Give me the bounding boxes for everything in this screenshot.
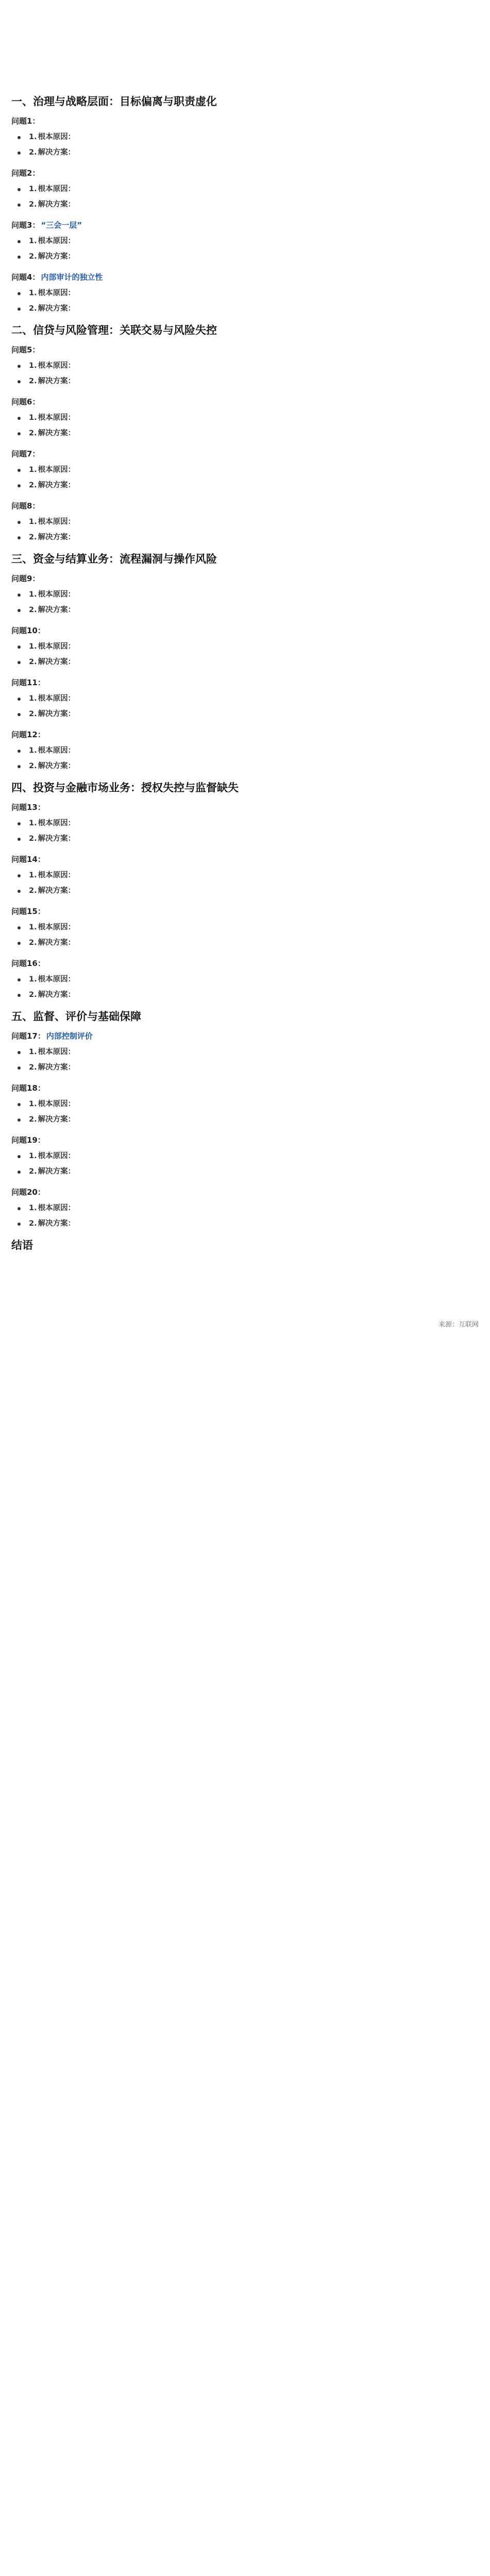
item-number: 1. <box>29 185 37 193</box>
item-label: 解决方案： <box>38 1219 76 1228</box>
conclusion-paragraph <box>11 1257 479 1284</box>
item-number: 1. <box>29 414 37 422</box>
problem-title <box>11 853 479 866</box>
problem-title <box>11 728 479 741</box>
source-note: 来源：互联网 <box>438 1321 479 1329</box>
bullet-dot-icon <box>18 926 21 929</box>
bullet-dot-icon <box>18 240 21 243</box>
analysis-item <box>11 1217 479 1230</box>
bullet-dot-icon <box>18 188 21 191</box>
problem-number: 问题20： <box>11 1188 45 1197</box>
item-number: 1. <box>29 590 37 599</box>
bullet-dot-icon <box>18 256 21 259</box>
item-number: 1. <box>29 642 37 651</box>
problem-number: 问题6： <box>11 397 40 406</box>
item-number: 2. <box>29 148 37 157</box>
analysis-item <box>11 1046 479 1059</box>
problem-number: 问题18： <box>11 1083 45 1093</box>
section-title: 一、治理与战略层面：目标偏离与职责虚化 <box>11 95 217 108</box>
item-number: 2. <box>29 533 37 541</box>
analysis-item <box>11 1098 479 1111</box>
problem-number: 问题1： <box>11 116 40 126</box>
problem-block <box>11 395 479 440</box>
item-label: 解决方案： <box>38 1167 76 1176</box>
bullet-dot-icon <box>18 365 21 368</box>
bullet-dot-icon <box>18 713 21 716</box>
item-number: 1. <box>29 747 37 755</box>
problem-number: 问题19： <box>11 1136 45 1145</box>
problem-block <box>11 728 479 773</box>
analysis-item <box>11 146 479 159</box>
item-label: 解决方案： <box>38 658 76 666</box>
item-label: 根本原因： <box>38 518 76 526</box>
analysis-item <box>11 198 479 211</box>
problem-block <box>11 853 479 897</box>
item-number: 2. <box>29 658 37 666</box>
problem-block <box>11 343 479 388</box>
item-number: 2. <box>29 1167 37 1176</box>
section-title: 二、信贷与风险管理：关联交易与风险失控 <box>11 324 217 336</box>
bullet-dot-icon <box>18 469 21 472</box>
item-number: 2. <box>29 200 37 209</box>
item-number: 2. <box>29 606 37 614</box>
problem-title <box>11 957 479 970</box>
analysis-item <box>11 588 479 601</box>
analysis-item <box>11 427 479 440</box>
bullet-dot-icon <box>18 432 21 435</box>
analysis-item <box>11 375 479 388</box>
item-number: 1. <box>29 1048 37 1056</box>
problem-title <box>11 218 479 232</box>
problem-title <box>11 166 479 180</box>
analysis-item <box>11 531 479 544</box>
item-label: 根本原因： <box>38 590 76 599</box>
analysis-item <box>11 760 479 773</box>
problem-number: 问题16： <box>11 959 45 968</box>
section <box>11 94 479 315</box>
analysis-item <box>11 833 479 845</box>
item-label: 根本原因： <box>38 1048 76 1056</box>
analysis-item <box>11 937 479 950</box>
bullet-dot-icon <box>18 380 21 383</box>
bullet-dot-icon <box>18 1155 21 1158</box>
problem-highlight: 内部审计的独立性 <box>41 273 103 282</box>
item-number: 1. <box>29 819 37 827</box>
analysis-item <box>11 989 479 1002</box>
section-title: 三、资金与结算业务：流程漏洞与操作风险 <box>11 553 217 565</box>
item-number: 1. <box>29 1152 37 1160</box>
item-label: 解决方案： <box>38 304 76 313</box>
bullet-dot-icon <box>18 1066 21 1070</box>
bullet-dot-icon <box>18 1207 21 1210</box>
conclusion-title: 结语 <box>11 1239 33 1251</box>
problem-number: 问题14： <box>11 855 45 864</box>
item-label: 解决方案： <box>38 1063 76 1072</box>
problem-block <box>11 1185 479 1230</box>
problem-block <box>11 1133 479 1178</box>
problem-number: 问题3： <box>11 221 40 230</box>
item-number: 2. <box>29 1115 37 1124</box>
conclusion-paragraphs <box>11 1257 479 1315</box>
problem-title <box>11 1081 479 1095</box>
item-number: 2. <box>29 304 37 313</box>
analysis-item <box>11 921 479 934</box>
item-label: 根本原因： <box>38 1100 76 1108</box>
analysis-item <box>11 817 479 830</box>
problem-title <box>11 1185 479 1199</box>
item-label: 根本原因： <box>38 694 76 703</box>
analysis-item <box>11 869 479 882</box>
problem-block <box>11 676 479 721</box>
item-number: 1. <box>29 518 37 526</box>
bullet-dot-icon <box>18 765 21 768</box>
item-label: 解决方案： <box>38 606 76 614</box>
item-number: 2. <box>29 991 37 999</box>
analysis-item <box>11 692 479 705</box>
item-number: 1. <box>29 237 37 245</box>
bullet-dot-icon <box>18 1223 21 1226</box>
analysis-item <box>11 250 479 263</box>
item-number: 1. <box>29 923 37 931</box>
item-number: 1. <box>29 466 37 474</box>
item-label: 解决方案： <box>38 762 76 770</box>
item-number: 2. <box>29 481 37 489</box>
problem-title <box>11 343 479 357</box>
problem-number: 问题10： <box>11 626 45 635</box>
item-number: 2. <box>29 1063 37 1072</box>
sections-container <box>11 94 479 1230</box>
bullet-dot-icon <box>18 822 21 825</box>
item-label: 根本原因： <box>38 747 76 755</box>
bullet-dot-icon <box>18 292 21 295</box>
analysis-item <box>11 412 479 425</box>
problem-block <box>11 447 479 492</box>
item-label: 解决方案： <box>38 481 76 489</box>
bullet-dot-icon <box>18 994 21 997</box>
problem-title <box>11 801 479 814</box>
conclusion-paragraph <box>11 1288 479 1315</box>
item-number: 2. <box>29 1219 37 1228</box>
bullet-dot-icon <box>18 874 21 877</box>
analysis-item <box>11 708 479 721</box>
bullet-dot-icon <box>18 1118 21 1122</box>
item-label: 解决方案： <box>38 148 76 157</box>
bullet-dot-icon <box>18 204 21 207</box>
bullet-dot-icon <box>18 1103 21 1106</box>
bullet-dot-icon <box>18 417 21 420</box>
bullet-dot-icon <box>18 838 21 841</box>
item-label: 解决方案： <box>38 252 76 261</box>
bullet-dot-icon <box>18 536 21 539</box>
problem-block <box>11 1081 479 1126</box>
item-label: 解决方案： <box>38 533 76 541</box>
item-number: 2. <box>29 252 37 261</box>
problem-block <box>11 905 479 950</box>
problem-title <box>11 395 479 409</box>
item-label: 根本原因： <box>38 1204 76 1212</box>
analysis-item <box>11 744 479 757</box>
item-label: 解决方案： <box>38 835 76 843</box>
analysis-item <box>11 1113 479 1126</box>
analysis-item <box>11 973 479 986</box>
analysis-item <box>11 302 479 315</box>
section <box>11 780 479 1002</box>
bullet-dot-icon <box>18 750 21 753</box>
bullet-dot-icon <box>18 1171 21 1174</box>
item-number: 1. <box>29 694 37 703</box>
bullet-dot-icon <box>18 609 21 612</box>
item-label: 解决方案： <box>38 377 76 385</box>
analysis-item <box>11 656 479 669</box>
bullet-dot-icon <box>18 1051 21 1054</box>
item-number: 1. <box>29 289 37 297</box>
problem-title <box>11 1133 479 1147</box>
item-label: 解决方案： <box>38 991 76 999</box>
item-number: 2. <box>29 710 37 718</box>
item-label: 根本原因： <box>38 289 76 297</box>
analysis-item <box>11 1061 479 1074</box>
section <box>11 1009 479 1230</box>
item-label: 根本原因： <box>38 871 76 879</box>
problem-number: 问题13： <box>11 803 45 812</box>
problem-title <box>11 905 479 918</box>
problem-title <box>11 676 479 689</box>
item-number: 1. <box>29 1100 37 1108</box>
analysis-item <box>11 1165 479 1178</box>
item-label: 根本原因： <box>38 819 76 827</box>
item-label: 解决方案： <box>38 710 76 718</box>
item-number: 1. <box>29 362 37 370</box>
bullet-dot-icon <box>18 308 21 311</box>
problem-number: 问题17： <box>11 1031 45 1041</box>
problem-number: 问题11： <box>11 678 45 687</box>
problem-highlight: “三会一层” <box>41 221 82 230</box>
analysis-item <box>11 1150 479 1163</box>
problem-number: 问题8： <box>11 501 40 511</box>
item-label: 解决方案： <box>38 887 76 895</box>
analysis-item <box>11 131 479 144</box>
item-label: 根本原因： <box>38 975 76 984</box>
problem-block <box>11 957 479 1002</box>
item-number: 2. <box>29 887 37 895</box>
bullet-dot-icon <box>18 151 21 155</box>
item-number: 1. <box>29 975 37 984</box>
problem-block <box>11 114 479 159</box>
section <box>11 551 479 773</box>
bullet-dot-icon <box>18 661 21 664</box>
item-number: 2. <box>29 939 37 947</box>
section <box>11 323 479 544</box>
problem-highlight: 内部控制评价 <box>46 1031 93 1041</box>
analysis-item <box>11 479 479 492</box>
problem-title <box>11 447 479 461</box>
analysis-item <box>11 885 479 897</box>
problem-block <box>11 801 479 845</box>
item-label: 根本原因： <box>38 1152 76 1160</box>
problem-block <box>11 624 479 669</box>
problem-number: 问题15： <box>11 907 45 916</box>
item-label: 解决方案： <box>38 939 76 947</box>
item-label: 根本原因： <box>38 466 76 474</box>
problem-block <box>11 166 479 211</box>
problem-number: 问题5： <box>11 345 40 354</box>
item-label: 根本原因： <box>38 414 76 422</box>
problem-number: 问题4： <box>11 273 40 282</box>
item-label: 根本原因： <box>38 642 76 651</box>
analysis-item <box>11 235 479 248</box>
item-label: 根本原因： <box>38 133 76 141</box>
item-label: 解决方案： <box>38 200 76 209</box>
item-label: 根本原因： <box>38 362 76 370</box>
problem-title <box>11 114 479 128</box>
item-label: 解决方案： <box>38 429 76 437</box>
bullet-dot-icon <box>18 594 21 597</box>
item-label: 根本原因： <box>38 185 76 193</box>
bullet-dot-icon <box>18 978 21 981</box>
problem-title <box>11 572 479 585</box>
item-number: 1. <box>29 871 37 879</box>
problem-title <box>11 270 479 284</box>
item-number: 2. <box>29 762 37 770</box>
problem-block <box>11 270 479 315</box>
item-label: 解决方案： <box>38 1115 76 1124</box>
problem-block <box>11 1029 479 1074</box>
item-number: 2. <box>29 835 37 843</box>
analysis-item <box>11 464 479 477</box>
intro-paragraph <box>11 5 479 86</box>
analysis-item <box>11 640 479 653</box>
conclusion <box>11 1238 479 1315</box>
bullet-dot-icon <box>18 136 21 139</box>
bullet-dot-icon <box>18 890 21 893</box>
bullet-dot-icon <box>18 521 21 524</box>
item-number: 1. <box>29 1204 37 1212</box>
problem-number: 问题9： <box>11 574 40 583</box>
bullet-dot-icon <box>18 484 21 487</box>
item-number: 2. <box>29 377 37 385</box>
problem-title <box>11 1029 479 1043</box>
problem-block <box>11 572 479 617</box>
problem-block <box>11 499 479 544</box>
bullet-dot-icon <box>18 646 21 649</box>
problem-number: 问题2： <box>11 168 40 178</box>
section-title: 五、监督、评价与基础保障 <box>11 1010 141 1023</box>
analysis-item <box>11 604 479 617</box>
analysis-item <box>11 360 479 372</box>
problem-number: 问题12： <box>11 730 45 739</box>
item-number: 1. <box>29 133 37 141</box>
bullet-dot-icon <box>18 942 21 945</box>
problem-block <box>11 218 479 263</box>
analysis-item <box>11 287 479 300</box>
problem-number: 问题7： <box>11 449 40 459</box>
analysis-item <box>11 183 479 196</box>
item-label: 根本原因： <box>38 923 76 931</box>
item-number: 2. <box>29 429 37 437</box>
item-label: 根本原因： <box>38 237 76 245</box>
analysis-item <box>11 516 479 529</box>
section-title: 四、投资与金融市场业务：授权失控与监督缺失 <box>11 782 239 794</box>
problem-title <box>11 499 479 513</box>
analysis-item <box>11 1202 479 1215</box>
bullet-dot-icon <box>18 698 21 701</box>
problem-title <box>11 624 479 637</box>
